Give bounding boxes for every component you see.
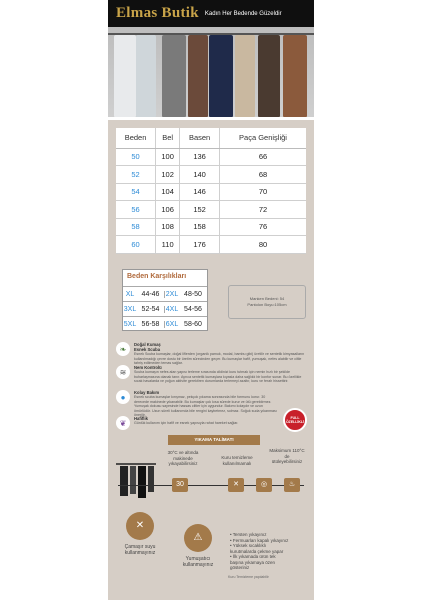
product-photo[interactable] xyxy=(108,27,314,117)
feature-title: Kolay Bakım xyxy=(134,390,160,395)
feature-body: Scuba kumaşın nefes alan yapısı terleme sırasında cildinizi kuru tutmak için nemin hızlı bir şekilde buharlaşmasına olanak tanır. Ayrıca sentetik kumaşlara kıyasla daha sağlıklı bir konfor sunar. Bu özellikle sıcak havalarda ve yoğun aktivite gerektiren durumlarda terlemeyi azaltır, kuru ve ferah hissettirir. xyxy=(134,370,302,383)
instructions-divider xyxy=(118,485,304,486)
table-row xyxy=(116,218,306,236)
size-range: 54-56 xyxy=(184,305,202,313)
cell-basen: 146 xyxy=(180,183,220,201)
size-range: 44-46 xyxy=(137,291,165,298)
col-header-basen: Basen xyxy=(180,128,220,148)
brand-name: Elmas Butik xyxy=(116,5,199,21)
cell-beden: 50 xyxy=(116,148,156,166)
no-softener-label: Yumuşatıcı kullanmayınız xyxy=(182,556,214,568)
cell-bel: 100 xyxy=(156,148,180,166)
size-table xyxy=(116,128,306,254)
wind-icon: ≋ xyxy=(116,365,130,379)
table-row xyxy=(116,148,306,166)
feature-lightness xyxy=(116,416,306,430)
cell-basen: 152 xyxy=(180,201,220,219)
trouser-camel xyxy=(283,35,307,117)
feature-moisture xyxy=(116,365,306,384)
feature-subtitle: Esnek Scuba xyxy=(134,347,161,352)
trouser-light-blue xyxy=(136,35,156,117)
dry-clean-note: Kuru Temizleme yapılabilir xyxy=(228,575,269,579)
size-equivalents-grid xyxy=(123,286,207,331)
leaf-icon: ❧ xyxy=(116,342,130,356)
cell-beden: 58 xyxy=(116,218,156,236)
table-row xyxy=(116,183,306,201)
cell-bel: 108 xyxy=(156,218,180,236)
cell-basen: 140 xyxy=(180,166,220,184)
cell-beden: 56 xyxy=(116,201,156,219)
cell-basen: 158 xyxy=(180,218,220,236)
table-row xyxy=(116,166,306,184)
list-item: • Yüksek sıcaklıklı xyxy=(230,543,267,548)
feature-body: Esnek Scuba kumaşlar, doğal liflerden (organik pamuk, modal, bambu gibi) üretilir ve sentetik kimyasalların kullanılmadığı çevre dostu bir üretim sürecinden geçer. Bu kumaşlar hafif, yumuşak, nefes alabilir ve ciltle tahriş edilmeden temas sağlar. xyxy=(134,352,305,365)
feature-easy-care xyxy=(116,390,306,418)
list-item xyxy=(123,316,207,331)
model-info-box xyxy=(228,285,306,319)
wash-tips-list xyxy=(230,532,314,571)
list-item: • İlk yıkamada ürün tek xyxy=(230,554,276,559)
feature-title: Doğal Kumaş xyxy=(134,342,161,347)
cell-paca: 70 xyxy=(219,183,306,201)
cell-basen: 136 xyxy=(180,148,220,166)
hanger-illustration-icon xyxy=(114,460,158,500)
list-item xyxy=(123,286,207,301)
size-label: XL xyxy=(125,290,135,298)
size-range: 52-54 xyxy=(137,306,165,313)
trouser-white xyxy=(114,35,136,117)
wash-temp-label: 30°C ve altında makinede yıkayabilirsiniz xyxy=(167,450,199,466)
shop-header xyxy=(108,0,314,27)
trouser-brown xyxy=(188,35,208,117)
size-equivalents-box xyxy=(122,269,208,331)
dry-clean-label: Kuru temizleme kullanılmamalı xyxy=(221,455,253,466)
cell-beden: 52 xyxy=(116,166,156,184)
cell-paca: 76 xyxy=(219,218,306,236)
size-label: 3XL xyxy=(123,305,137,313)
tumble-dry-icon: ◎ xyxy=(256,478,272,492)
cell-bel: 104 xyxy=(156,183,180,201)
feature-natural-fabric xyxy=(116,342,306,366)
list-item: başına yıkamaya özen xyxy=(230,559,276,565)
no-softener-icon: ⚠ xyxy=(184,524,212,552)
trouser-navy xyxy=(209,35,233,117)
model-size: Manken Bedeni: 54 xyxy=(249,296,285,301)
wash-30-icon: 30 xyxy=(172,478,188,492)
model-length: Pantolon Boyu:105cm xyxy=(247,302,287,307)
list-item: gösteriniz xyxy=(230,565,250,570)
feature-title: Hafiflik xyxy=(134,416,148,421)
trouser-grey xyxy=(162,35,186,117)
col-header-beden: Beden xyxy=(116,128,156,148)
list-item xyxy=(123,301,207,316)
iron-icon: ♨ xyxy=(284,478,300,492)
list-item: • Tersten yıkayınız xyxy=(230,532,267,537)
size-range: 48-50 xyxy=(184,290,202,298)
size-range: 58-60 xyxy=(184,320,202,328)
cell-paca: 80 xyxy=(219,236,306,254)
cell-beden: 54 xyxy=(116,183,156,201)
cell-beden: 60 xyxy=(116,236,156,254)
col-header-bel: Bel xyxy=(156,128,180,148)
water-drop-icon: ● xyxy=(116,390,130,404)
size-equivalents-title: Beden Karşılıkları xyxy=(127,273,187,280)
no-bleach-icon: ✕ xyxy=(126,512,154,540)
no-bleach-label: Çamaşır suyu kullanmayınız xyxy=(124,544,156,556)
size-label: 2XL xyxy=(165,290,179,298)
no-dry-clean-icon: ✕ xyxy=(228,478,244,492)
list-item: • Fermuarları kapalı yıkayınız xyxy=(230,537,289,543)
product-info-panel xyxy=(108,120,314,600)
size-label: 5XL xyxy=(123,320,137,328)
cell-bel: 102 xyxy=(156,166,180,184)
feature-body: Esnek scuba kumaşlar kırışmaz, pekçok yıkama sonrasında bile formunu korur. 30 derecede makinede yıkanabilir. Bu kumaşlar çok kısa sürede kurur ve ütü gerektirmez. Yumuşak dokusu sayesinde hassas ciltler için uygundur. Bakımı kolaydır ve uzun ömürlüdür. Uzun süreli kullanımda bile rengini kaybetmez, solmaz. Soğuk suda yıkanması önerilir. xyxy=(134,395,277,417)
cell-paca: 72 xyxy=(219,201,306,219)
feature-body: Günlük kullanım için hafif ve esnek yapısıyla rahat hareket sağlar. xyxy=(134,421,239,425)
table-row xyxy=(116,201,306,219)
wash-instructions-banner: YIKAMA TALİMATI xyxy=(168,435,260,445)
cell-bel: 106 xyxy=(156,201,180,219)
cell-paca: 66 xyxy=(219,148,306,166)
cell-basen: 176 xyxy=(180,236,220,254)
cell-paca: 68 xyxy=(219,166,306,184)
full-feature-badge: FULL ÖZELLİKLİ xyxy=(283,408,307,432)
cell-bel: 110 xyxy=(156,236,180,254)
size-label: 6XL xyxy=(165,320,179,328)
feature-title: Nem Kontrolü xyxy=(134,365,162,370)
iron-label: Maksimum 110°C de ütüleyebilirsiniz xyxy=(269,448,305,464)
trouser-dark-brown xyxy=(258,35,280,117)
size-range: 56-58 xyxy=(137,321,165,328)
col-header-paca: Paça Genişliği xyxy=(219,128,306,148)
feather-icon: ❦ xyxy=(116,416,130,430)
list-item: kurutmalarda çekme yapar xyxy=(230,548,284,554)
table-row xyxy=(116,236,306,254)
trouser-beige xyxy=(235,35,255,117)
size-label: 4XL xyxy=(165,305,179,313)
brand-tagline: Kadın Her Bedende Güzeldir xyxy=(204,10,282,17)
